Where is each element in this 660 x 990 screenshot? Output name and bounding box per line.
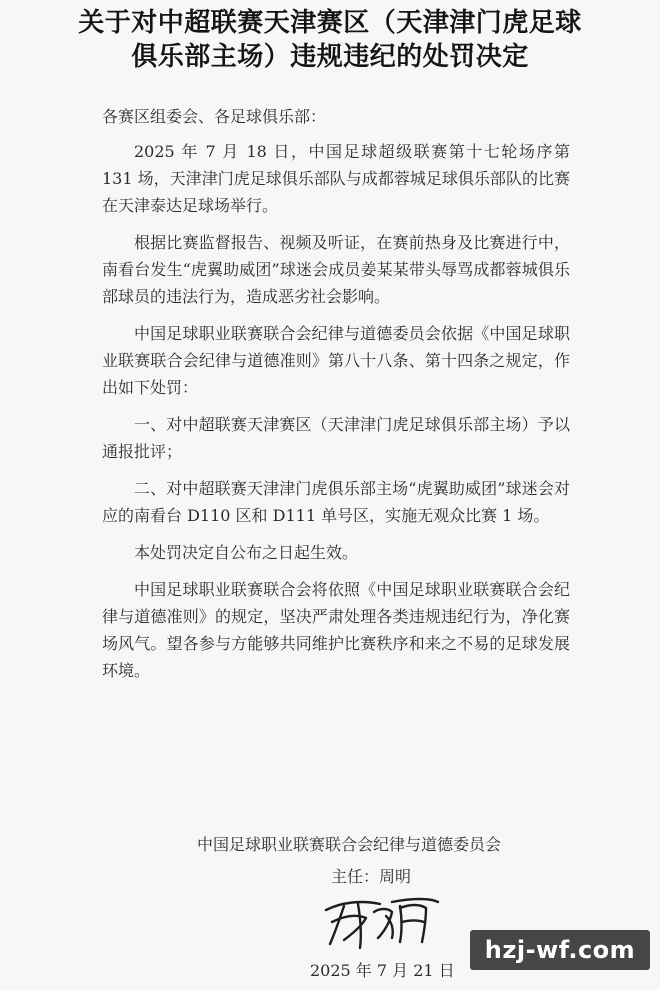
title-line-1: 关于对中超联赛天津赛区（天津津门虎足球 xyxy=(78,8,582,38)
paragraph-penalty-1: 一、对中超联赛天津赛区（天津津门虎足球俱乐部主场）予以通报批评； xyxy=(102,415,570,461)
chair-name: 主任：周明 xyxy=(331,867,412,886)
handwritten-signature xyxy=(322,892,442,950)
salutation: 各赛区组委会、各足球俱乐部： xyxy=(102,107,327,126)
paragraph-penalty-2: 二、对中超联赛天津津门虎俱乐部主场“虎翼助威团”球迷会对应的南看台 D110 区和 D111 单号区，实施无观众比赛 1 场。 xyxy=(102,479,570,525)
title-line-2: 俱乐部主场）违规违纪的处罚决定 xyxy=(131,42,529,72)
signatory-organization: 中国足球职业联赛联合会纪律与道德委员会 xyxy=(197,835,502,854)
paragraph-match-info: 2025 年 7 月 18 日，中国足球超级联赛第十七轮场序第 131 场，天津津门虎足球俱乐部队与成都蓉城足球俱乐部队的比赛在天津泰达足球场举行。 xyxy=(102,142,570,215)
paragraph-closing: 中国足球职业联赛联合会将依照《中国足球职业联赛联合会纪律与道德准则》的规定，坚决严肃处理各类违规违纪行为，净化赛场风气。望各参与方能够共同维护比赛秩序和来之不易的足球发展环境。 xyxy=(102,580,570,680)
watermark: hzj-wf.com xyxy=(470,930,650,970)
paragraph-basis: 中国足球职业联赛联合会纪律与道德委员会依据《中国足球职业联赛联合会纪律与道德准则》第八十八条、第十四条之规定，作出如下处罚： xyxy=(102,324,570,397)
document-title xyxy=(0,6,660,74)
document-date: 2025 年 7 月 21 日 xyxy=(310,961,455,980)
document-body xyxy=(102,103,570,694)
paragraph-effective: 本处罚决定自公布之日起生效。 xyxy=(134,543,359,562)
paragraph-incident: 根据比赛监督报告、视频及听证，在赛前热身及比赛进行中，南看台发生“虎翼助威团”球迷会成员姜某某带头辱骂成都蓉城俱乐部球员的违法行为，造成恶劣社会影响。 xyxy=(102,233,570,306)
